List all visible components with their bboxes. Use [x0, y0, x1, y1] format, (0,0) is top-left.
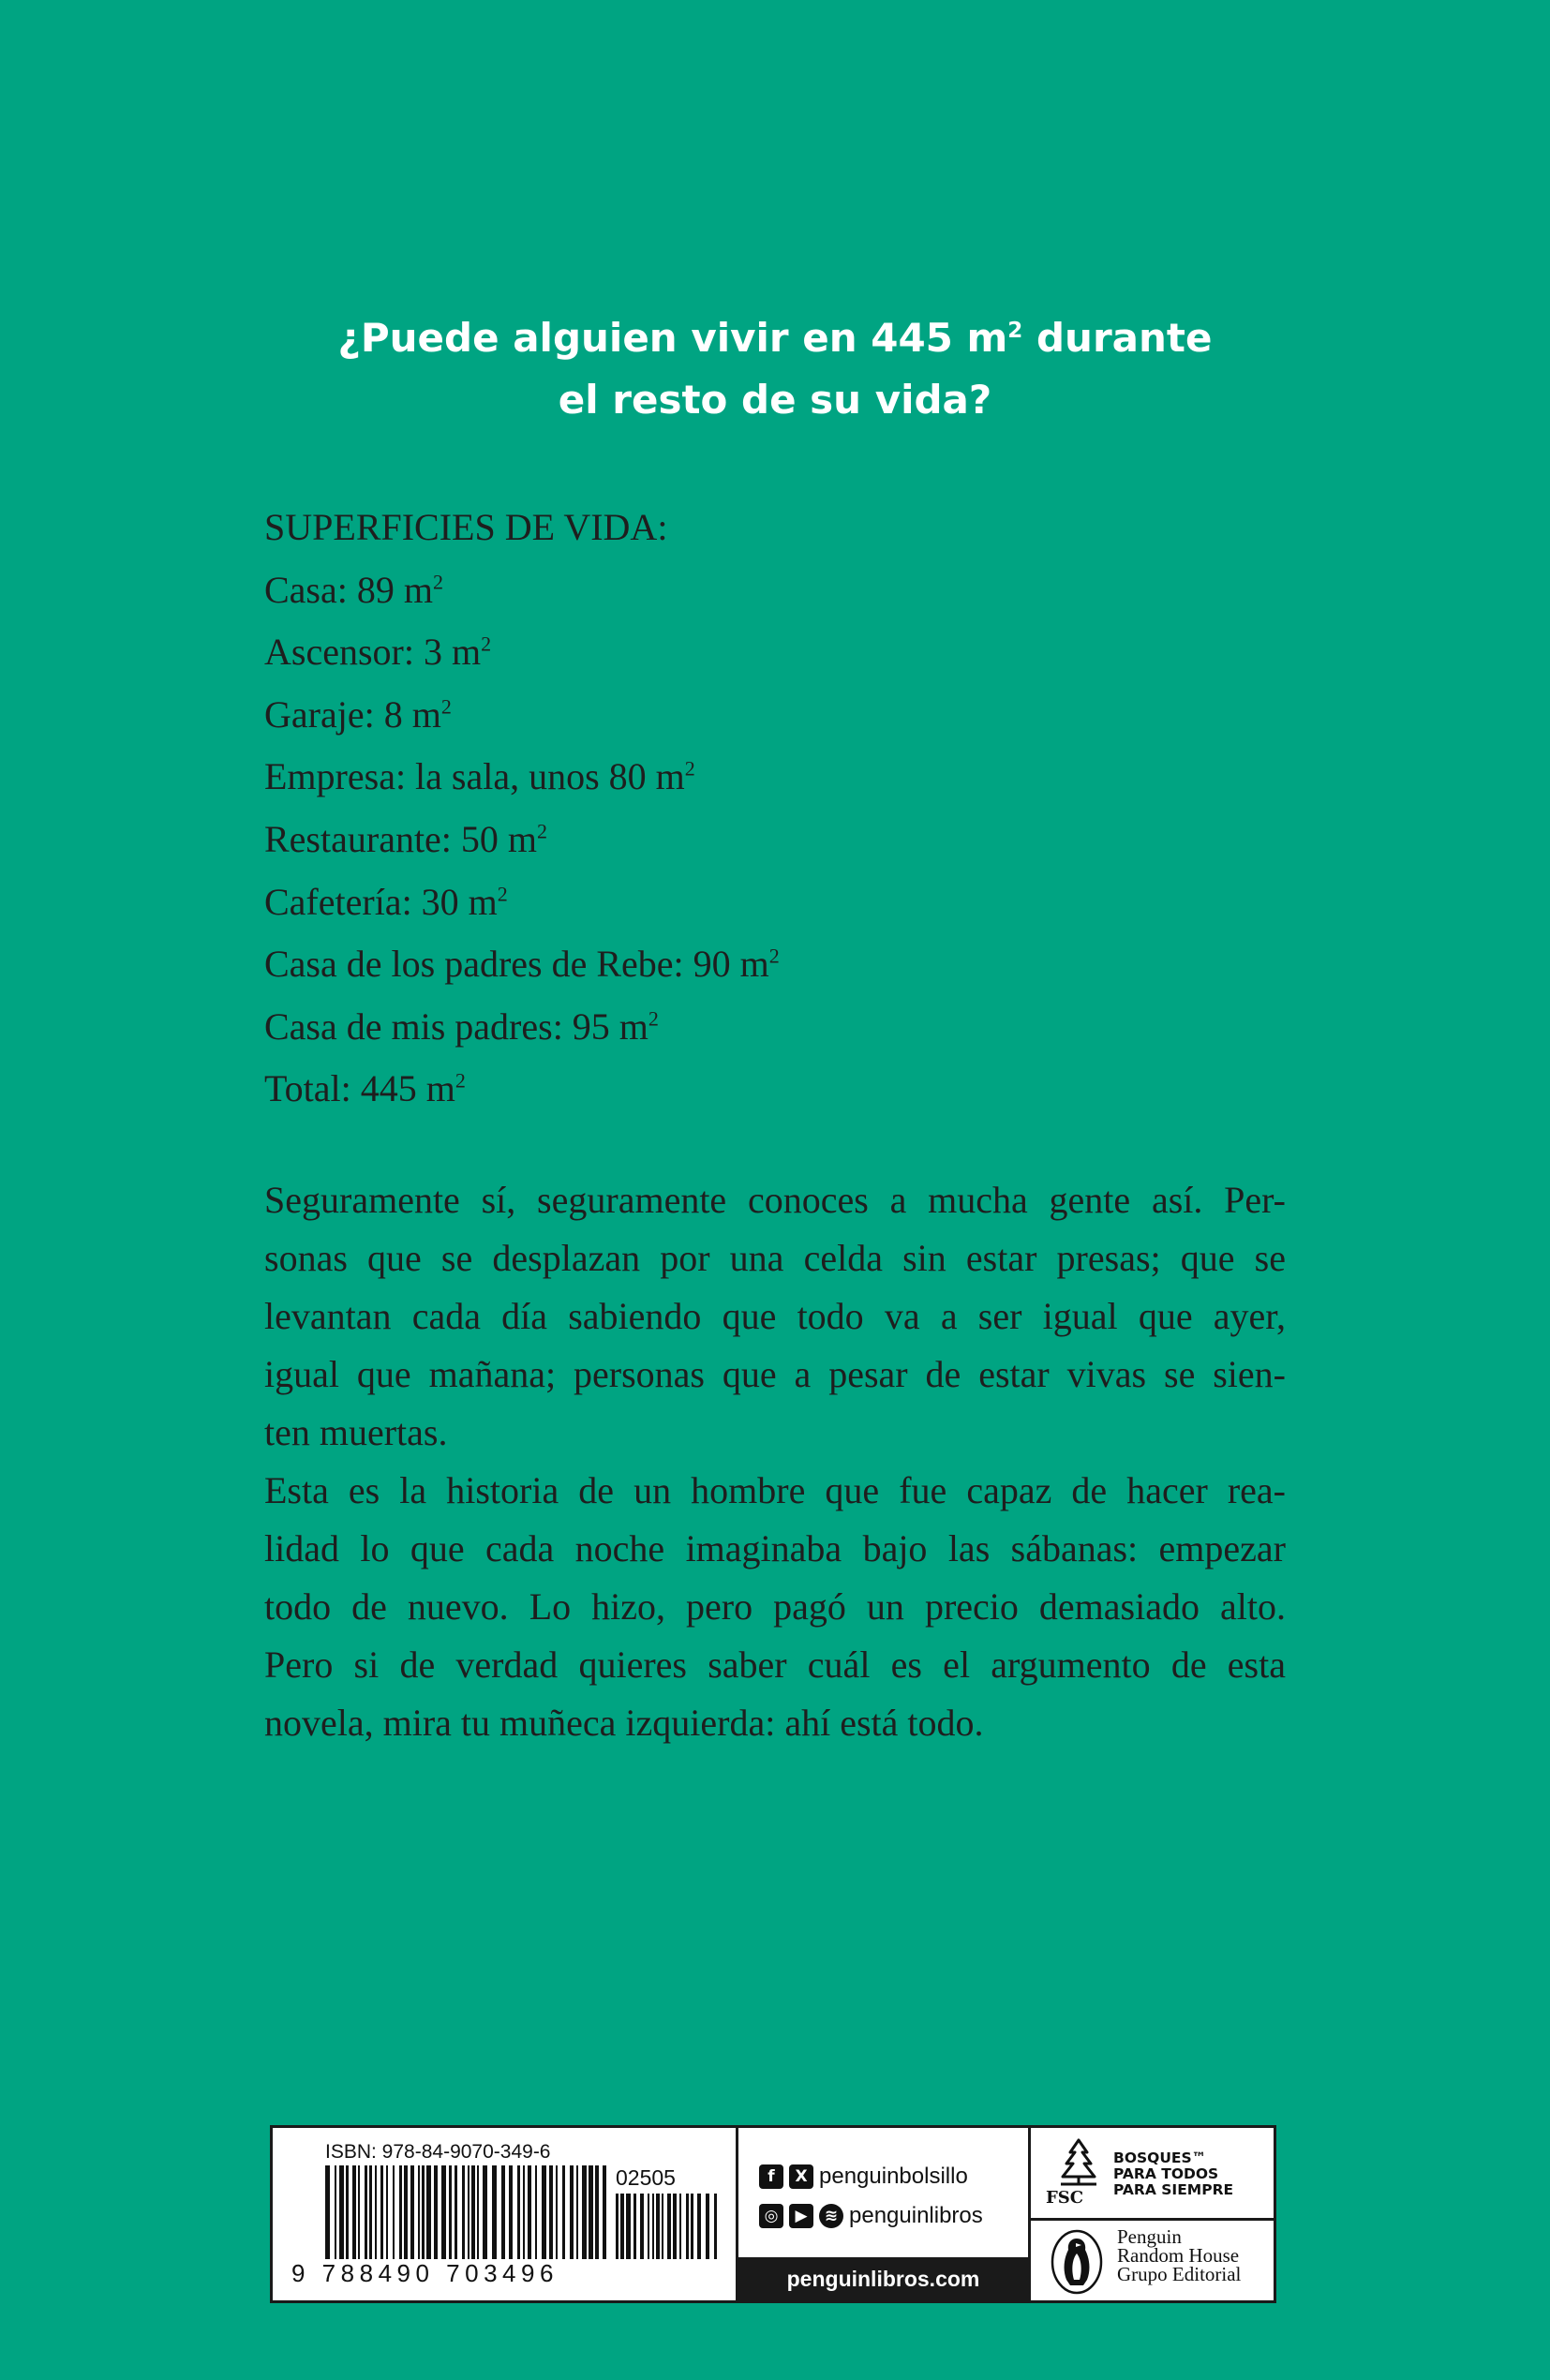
surface-item: Garaje: 8 $m^2$ [264, 692, 452, 736]
social-panel [738, 2128, 1028, 2300]
isbn: ISBN: 978-84-9070-349-6 [325, 2141, 551, 2163]
blurb-line: sonas que se desplazan por una celda sin estar presas; que se [264, 1237, 1286, 1279]
surface-item: Cafetería: 30 $m^2$ [264, 880, 508, 923]
penguin-icon [1048, 2227, 1106, 2297]
social-row-1 [759, 2164, 968, 2190]
blurb-line: ten muertas. [264, 1411, 448, 1453]
divider [1031, 2218, 1274, 2221]
surfaces-list [264, 497, 780, 1121]
surface-item: Casa: 89 $m^2$ [264, 568, 443, 611]
surface-item: Casa de mis padres: 95 $m^2$ [264, 1004, 659, 1048]
blurb-line: Esta es la historia de un hombre que fue capaz de hacer rea- [264, 1469, 1286, 1511]
headline [0, 307, 1550, 431]
social-row-2 [759, 2203, 983, 2229]
headline-line-2: el resto de su vida? [558, 377, 992, 423]
surface-item: Casa de los padres de Rebe: 90 $m^2$ [264, 943, 780, 986]
blurb-line: lidad lo que cada noche imaginaba bajo las sábanas: empezar [264, 1527, 1286, 1569]
barcode-digits: 9 788490 703496 [291, 2259, 559, 2287]
headline-line-1: ¿Puede alguien vivir en 445 $m^2$ durante [337, 315, 1213, 361]
social-handle: penguinlibros [849, 2203, 983, 2228]
back-cover-info-box [270, 2125, 1276, 2303]
surface-item: Restaurante: 50 $m^2$ [264, 817, 548, 860]
x-icon: X [789, 2164, 813, 2189]
social-handle: penguinbolsillo [819, 2164, 968, 2189]
surfaces-title: SUPERFICIES DE VIDA: [264, 506, 668, 548]
logo-panel [1031, 2128, 1274, 2300]
blurb-line: todo de nuevo. Lo hizo, pero pagó un precio demasiado alto. [264, 1585, 1286, 1628]
website-url: penguinlibros.com [786, 2266, 980, 2291]
barcode-icon [325, 2165, 606, 2259]
surface-item: Ascensor: 3 $m^2$ [264, 631, 492, 674]
facebook-icon: f [759, 2164, 783, 2189]
barcode-panel [273, 2128, 736, 2300]
surface-total: Total: 445 $m^2$ [264, 1067, 466, 1110]
blurb-line: novela, mira tu muñeca izquierda: ahí está todo. [264, 1702, 984, 1744]
youtube-icon: ▶ [789, 2204, 813, 2228]
publisher-name: Penguin Random House Grupo Editorial [1117, 2225, 1242, 2285]
surface-item: Empresa: la sala, unos 80 $m^2$ [264, 755, 695, 798]
blurb-line: Seguramente sí, seguramente conoces a mucha gente así. Per- [264, 1179, 1286, 1221]
fsc-slogan: BOSQUES™ PARA TODOS PARA SIEMPRE [1113, 2149, 1234, 2198]
blurb-line: igual que mañana; personas que a pesar de estar vivas se sien- [264, 1353, 1286, 1395]
blurb [264, 1171, 1286, 1752]
fsc-label: FSC [1046, 2188, 1084, 2208]
spotify-icon: ≋ [819, 2204, 843, 2228]
tree-icon [1053, 2137, 1104, 2186]
price-code: 02505 [616, 2165, 676, 2190]
blurb-line: Pero si de verdad quieres saber cuál es el argumento de esta [264, 1644, 1286, 1686]
blurb-line: levantan cada día sabiendo que todo va a ser igual que ayer, [264, 1295, 1286, 1337]
fsc-logo [1031, 2128, 1274, 2218]
instagram-icon: ◎ [759, 2204, 783, 2228]
addon-barcode-icon [616, 2194, 719, 2259]
website-bar [738, 2257, 1028, 2300]
